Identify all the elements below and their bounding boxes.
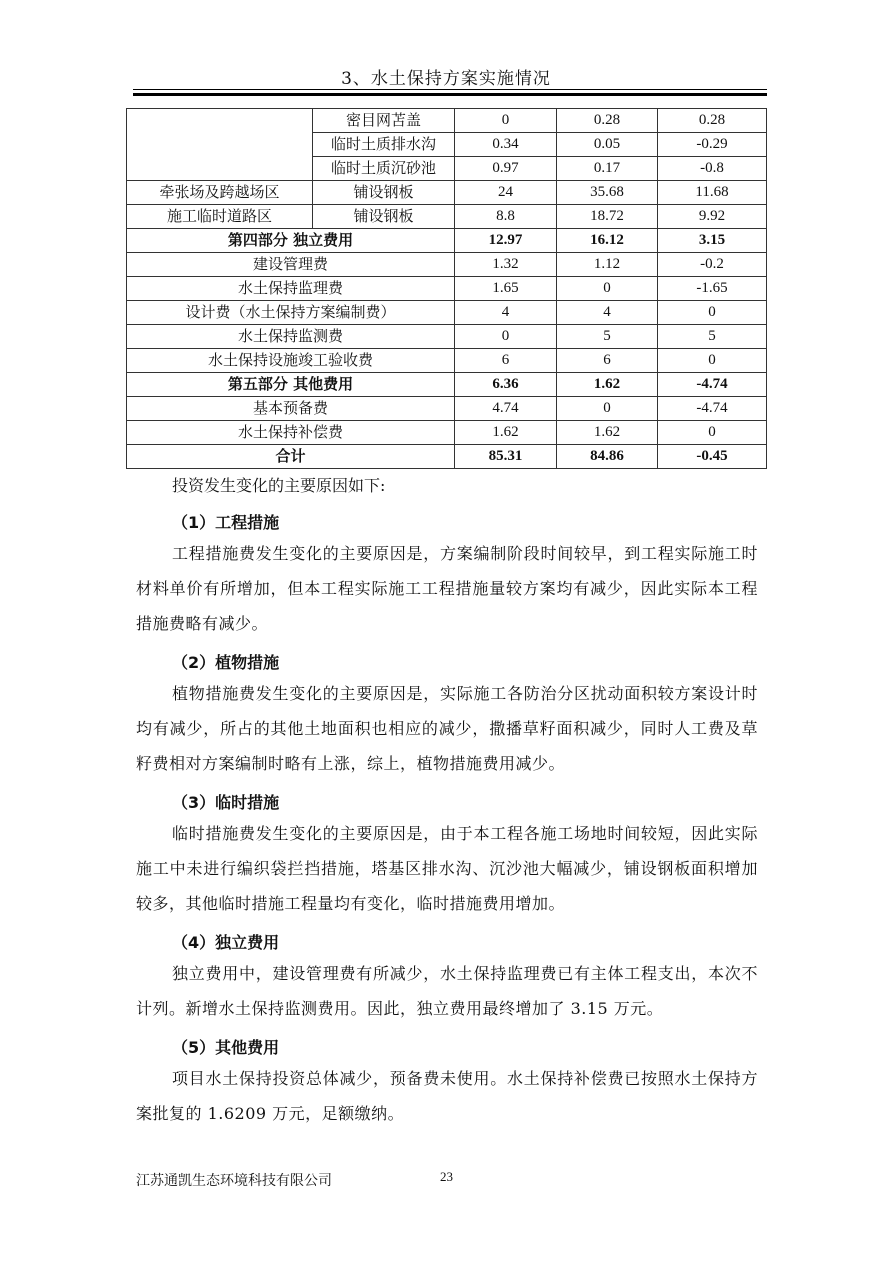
table-cell-planned: 1.62 [455,421,557,445]
table-cell-diff: -0.8 [658,157,767,181]
table-cell-label: 建设管理费 [127,253,455,277]
table-cell-label: 合计 [127,445,455,469]
table-row [127,205,767,229]
table-row-total [127,445,767,469]
table-row-section-4 [127,229,767,253]
table-cell-actual: 84.86 [557,445,658,469]
table-cell-item: 密目网苫盖 [313,109,455,133]
table-cell-actual: 1.12 [557,253,658,277]
table-row [127,325,767,349]
table-cell-diff: -0.2 [658,253,767,277]
table-cell-actual: 0.17 [557,157,658,181]
table-cell-area-empty [127,109,313,181]
page-number: 23 [440,1169,453,1184]
table-cell-planned: 6 [455,349,557,373]
table-cell-planned: 0.97 [455,157,557,181]
table-cell-diff: 0.28 [658,109,767,133]
table-cell-actual: 35.68 [557,181,658,205]
table-cell-diff: -0.45 [658,445,767,469]
section-heading-vegetation: （2）植物措施 [172,653,280,672]
table-cell-label: 第四部分 独立费用 [127,229,455,253]
table-cell-item: 铺设钢板 [313,205,455,229]
table-row [127,421,767,445]
table-cell-diff: -1.65 [658,277,767,301]
table-row [127,109,767,133]
table-cell-label: 水土保持监理费 [127,277,455,301]
table-cell-item: 铺设钢板 [313,181,455,205]
table-cell-diff: 11.68 [658,181,767,205]
table-cell-diff: -4.74 [658,397,767,421]
table-cell-actual: 0.05 [557,133,658,157]
section-text-other: 项目水土保持投资总体减少，预备费未使用。水土保持补偿费已按照水土保持方案批复的 1.6209 万元，足额缴纳。 [136,1069,758,1123]
table-cell-planned: 4.74 [455,397,557,421]
header-rule-thin [133,89,767,90]
table-cell-diff: 5 [658,325,767,349]
table-cell-label: 基本预备费 [127,397,455,421]
table-cell-planned: 85.31 [455,445,557,469]
table-cell-item: 临时土质沉砂池 [313,157,455,181]
table-cell-actual: 16.12 [557,229,658,253]
section-heading-engineering: （1）工程措施 [172,513,280,532]
table-row [127,253,767,277]
table-cell-diff: 0 [658,349,767,373]
table-row [127,349,767,373]
table-cell-label: 水土保持设施竣工验收费 [127,349,455,373]
table-cell-planned: 6.36 [455,373,557,397]
intro-paragraph: 投资发生变化的主要原因如下: [172,476,386,495]
table-cell-planned: 8.8 [455,205,557,229]
section-text-vegetation: 植物措施费发生变化的主要原因是，实际施工各防治分区扰动面积较方案设计时均有减少，所占的其他土地面积也相应的减少，撒播草籽面积减少，同时人工费及草籽费相对方案编制时略有上涨，综上，植物措施费用减少。 [136,684,758,773]
footer-company: 江苏通凯生态环境科技有限公司 [136,1173,332,1189]
table-cell-actual: 0 [557,397,658,421]
header-rule-thick [133,93,767,96]
table-cell-actual: 1.62 [557,421,658,445]
table-cell-diff: 0 [658,421,767,445]
investment-comparison-table [126,108,767,469]
section-text-independent: 独立费用中，建设管理费有所减少，水土保持监理费已有主体工程支出，本次不计列。新增水土保持监测费用。因此，独立费用最终增加了 3.15 万元。 [136,964,758,1018]
table-cell-planned: 1.32 [455,253,557,277]
table-cell-item: 临时土质排水沟 [313,133,455,157]
table-cell-area: 施工临时道路区 [127,205,313,229]
section-text-temporary: 临时措施费发生变化的主要原因是，由于本工程各施工场地时间较短，因此实际施工中未进行编织袋拦挡措施，塔基区排水沟、沉沙池大幅减少，铺设钢板面积增加较多，其他临时措施工程量均有变化，临时措施费用增加。 [136,824,758,913]
table-cell-label: 水土保持监测费 [127,325,455,349]
table-cell-actual: 1.62 [557,373,658,397]
table-cell-diff: -4.74 [658,373,767,397]
table-row-section-5 [127,373,767,397]
table-cell-planned: 0 [455,325,557,349]
table-cell-diff: -0.29 [658,133,767,157]
table-cell-planned: 0 [455,109,557,133]
table-cell-planned: 4 [455,301,557,325]
table-cell-label: 设计费（水土保持方案编制费） [127,301,455,325]
table-cell-diff: 0 [658,301,767,325]
table-cell-planned: 1.65 [455,277,557,301]
table-cell-actual: 4 [557,301,658,325]
page-header-title: 3、水土保持方案实施情况 [341,69,551,89]
table-row [127,397,767,421]
table-cell-planned: 12.97 [455,229,557,253]
table-cell-diff: 9.92 [658,205,767,229]
table-cell-planned: 0.34 [455,133,557,157]
table-cell-diff: 3.15 [658,229,767,253]
table-cell-label: 水土保持补偿费 [127,421,455,445]
table-cell-actual: 6 [557,349,658,373]
table-row [127,301,767,325]
table-cell-actual: 5 [557,325,658,349]
table-row [127,277,767,301]
section-heading-other: （5）其他费用 [172,1038,280,1057]
section-heading-independent: （4）独立费用 [172,933,280,952]
table-cell-actual: 0.28 [557,109,658,133]
section-heading-temporary: （3）临时措施 [172,793,280,812]
section-text-engineering: 工程措施费发生变化的主要原因是，方案编制阶段时间较早，到工程实际施工时材料单价有所增加，但本工程实际施工工程措施量较方案均有减少，因此实际本工程措施费略有减少。 [136,544,758,633]
table-row [127,181,767,205]
table-cell-actual: 18.72 [557,205,658,229]
table-cell-label: 第五部分 其他费用 [127,373,455,397]
table-cell-actual: 0 [557,277,658,301]
table-cell-area: 牵张场及跨越场区 [127,181,313,205]
table-cell-planned: 24 [455,181,557,205]
